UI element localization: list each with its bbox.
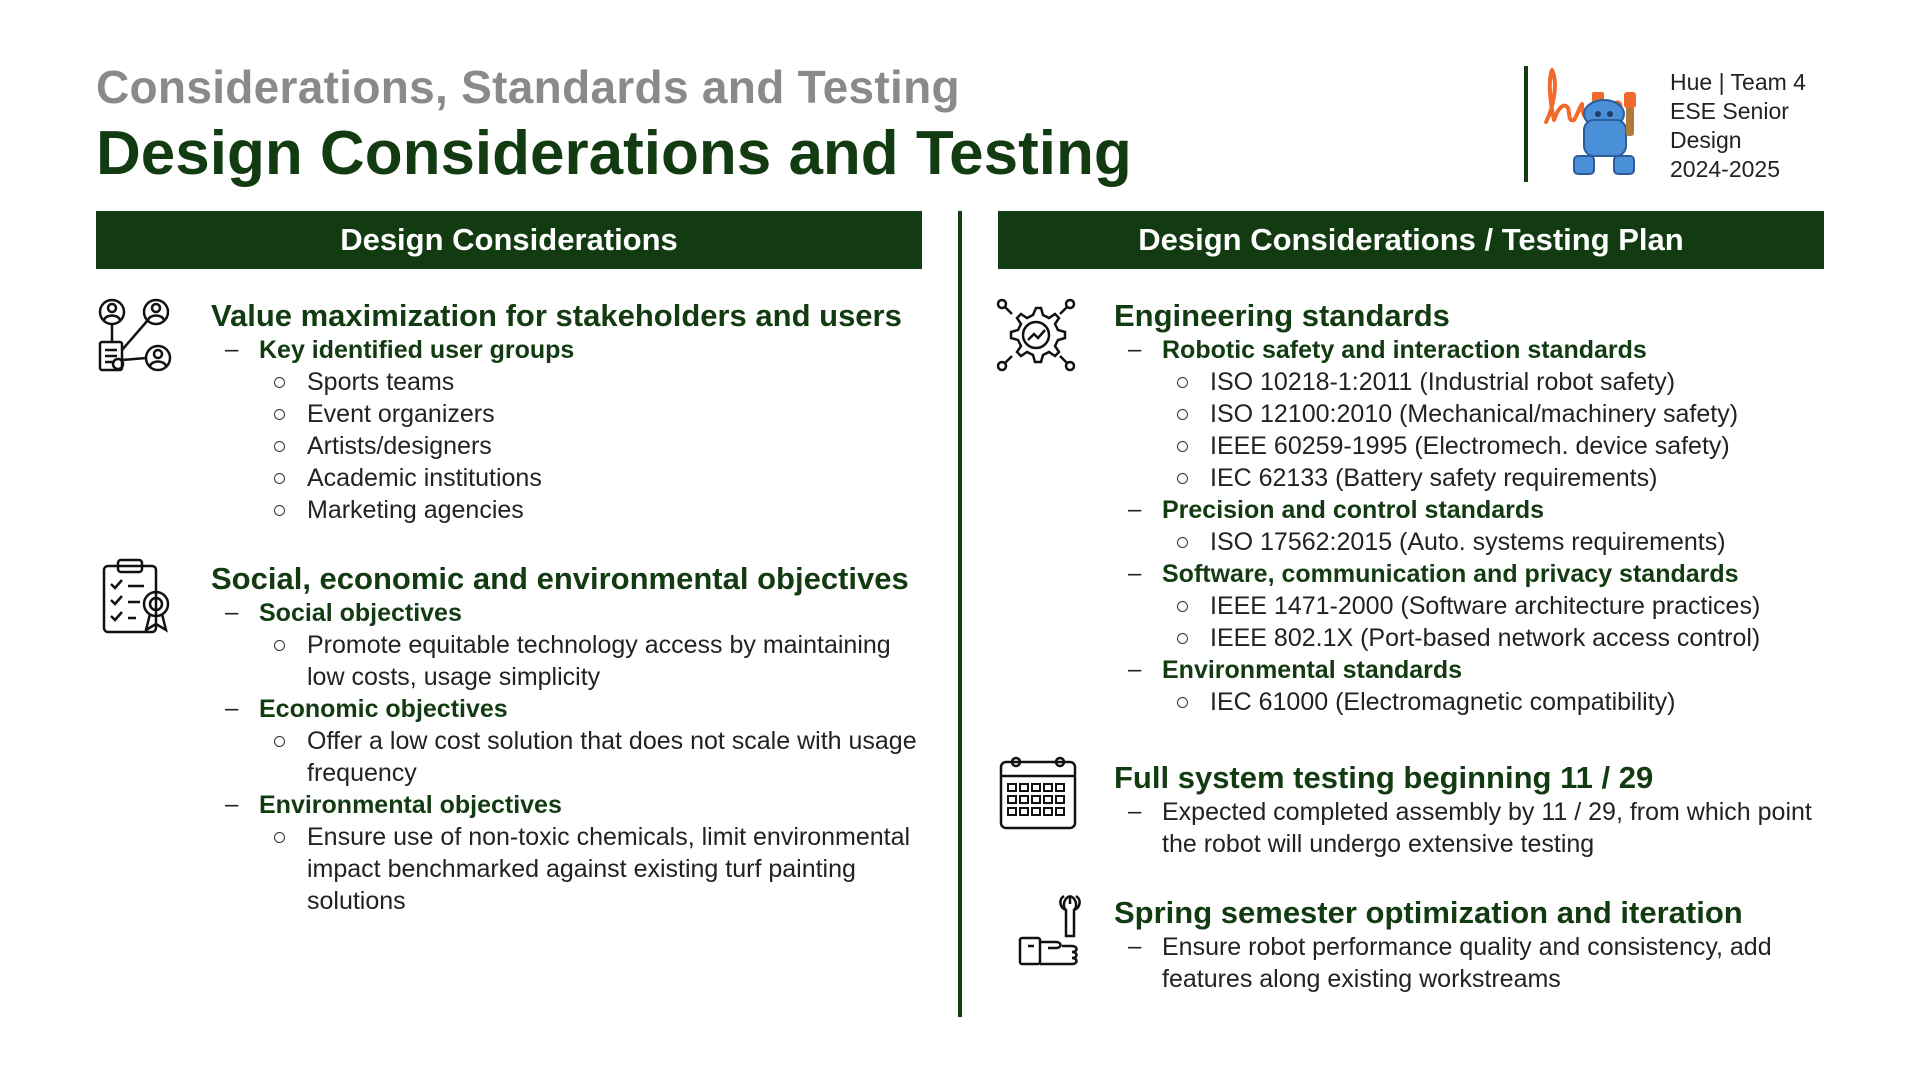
environmental-standards-list	[1162, 686, 1834, 718]
value-maximization-title: Value maximization for stakeholders and users	[211, 298, 902, 333]
user-groups-heading: – Key identified user groups	[259, 336, 575, 364]
spring-semester-list	[1114, 931, 1834, 995]
team-logo	[1540, 62, 1660, 186]
calendar-icon	[998, 754, 1078, 837]
list-item	[1114, 334, 1834, 494]
list-item	[211, 789, 931, 917]
section-kicker: Considerations, Standards and Testing	[96, 61, 960, 113]
left-column-banner: Design Considerations	[96, 211, 922, 269]
checklist-badge-icon	[100, 556, 174, 641]
system-testing-section	[1114, 760, 1834, 860]
academic-year: 2024-2025	[1670, 156, 1780, 182]
stakeholder-network-icon	[96, 298, 174, 381]
list-item: Artists/designers	[259, 430, 931, 462]
environmental-objectives-heading: – Environmental objectives	[259, 791, 562, 819]
list-item: Event organizers	[259, 398, 931, 430]
engineering-standards-title: Engineering standards	[1114, 298, 1450, 333]
list-item	[211, 334, 931, 526]
list-item: Academic institutions	[259, 462, 931, 494]
list-item: IEC 61000 (Electromagnetic compatibility)	[1162, 686, 1834, 718]
value-maximization-section	[211, 298, 931, 526]
list-item	[211, 693, 931, 789]
objectives-section	[211, 561, 931, 917]
list-item: IEC 62133 (Battery safety requirements)	[1162, 462, 1834, 494]
economic-objectives-list	[259, 725, 931, 789]
right-column-banner: Design Considerations / Testing Plan	[998, 211, 1824, 269]
list-item: Ensure use of non-toxic chemicals, limit environmental impact benchmarked against existing turf painting solutions	[259, 821, 931, 917]
system-testing-title: Full system testing beginning 11 / 29	[1114, 760, 1654, 795]
spring-semester-title: Spring semester optimization and iteration	[1114, 895, 1743, 930]
standards-list	[1114, 334, 1834, 718]
environmental-standards-heading: – Environmental standards	[1162, 656, 1463, 684]
hue-robot-logo-icon	[1540, 62, 1660, 186]
wrench-hand-icon	[1018, 892, 1098, 977]
list-item: ISO 17562:2015 (Auto. systems requirements)	[1162, 526, 1834, 558]
robotic-standards-heading: – Robotic safety and interaction standards	[1162, 336, 1647, 364]
system-testing-item: – Expected completed assembly by 11 / 29, from which point the robot will undergo extensive testing	[1162, 798, 1812, 858]
list-item	[1114, 796, 1834, 860]
list-item: Promote equitable technology access by maintaining low costs, usage simplicity	[259, 629, 931, 693]
list-item: ISO 10218-1:2011 (Industrial robot safety)	[1162, 366, 1834, 398]
list-item: Sports teams	[259, 366, 931, 398]
list-item: ISO 12100:2010 (Mechanical/machinery safety)	[1162, 398, 1834, 430]
spring-semester-item: – Ensure robot performance quality and consistency, add features along existing workstreams	[1162, 933, 1772, 993]
slide-title: Design Considerations and Testing	[96, 119, 1132, 188]
objectives-title: Social, economic and environmental objectives	[211, 561, 909, 596]
software-standards-heading: – Software, communication and privacy standards	[1162, 560, 1739, 588]
list-item	[1114, 654, 1834, 718]
column-divider	[958, 211, 962, 1017]
spring-semester-section	[1114, 895, 1834, 995]
social-objectives-list	[259, 629, 931, 693]
list-item	[1114, 494, 1834, 558]
objectives-list	[211, 597, 931, 917]
precision-standards-heading: – Precision and control standards	[1162, 496, 1545, 524]
robotic-standards-list	[1162, 366, 1834, 494]
engineering-standards-section	[1114, 298, 1834, 718]
precision-standards-list	[1162, 526, 1834, 558]
user-groups-list	[259, 366, 931, 526]
team-name: Hue | Team 4	[1670, 69, 1806, 95]
list-item: Marketing agencies	[259, 494, 931, 526]
list-item: IEEE 60259-1995 (Electromech. device safety)	[1162, 430, 1834, 462]
economic-objectives-heading: – Economic objectives	[259, 695, 508, 723]
list-item	[1114, 931, 1834, 995]
team-info	[1670, 68, 1806, 184]
list-item	[1114, 558, 1834, 654]
environmental-objectives-list	[259, 821, 931, 917]
system-testing-list	[1114, 796, 1834, 860]
value-list	[211, 334, 931, 526]
gear-chart-icon	[996, 298, 1076, 377]
course-line-2: Design	[1670, 127, 1742, 153]
list-item: Offer a low cost solution that does not scale with usage frequency	[259, 725, 931, 789]
list-item: IEEE 1471-2000 (Software architecture practices)	[1162, 590, 1834, 622]
course-line-1: ESE Senior	[1670, 98, 1789, 124]
header-divider	[1524, 66, 1528, 182]
list-item	[211, 597, 931, 693]
list-item: IEEE 802.1X (Port-based network access control)	[1162, 622, 1834, 654]
social-objectives-heading: – Social objectives	[259, 599, 462, 627]
software-standards-list	[1162, 590, 1834, 654]
